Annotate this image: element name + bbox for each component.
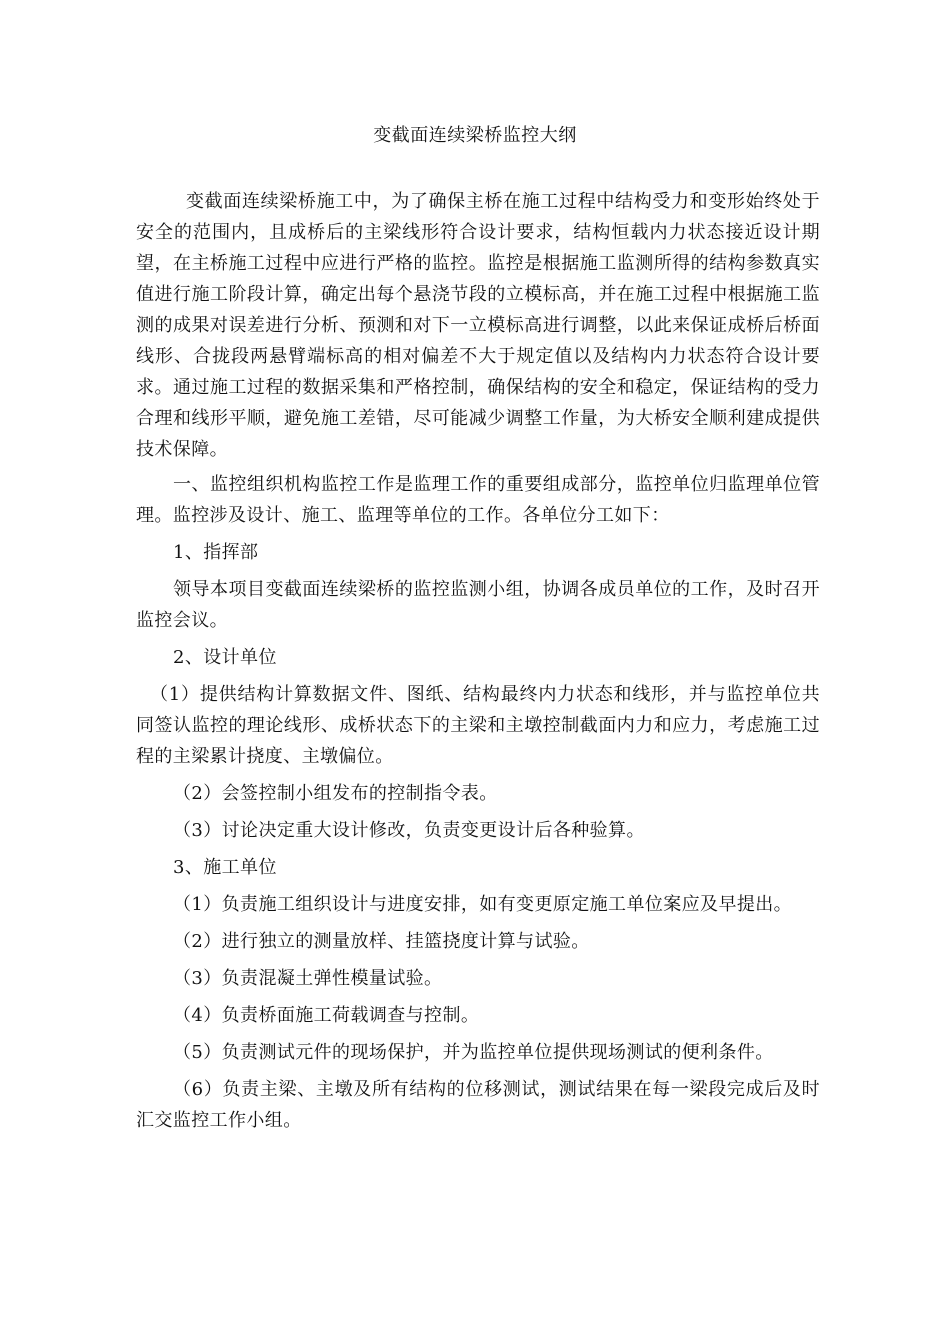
design-item-2: （2）会签控制小组发布的控制指令表。	[173, 783, 498, 804]
construction-item-3: （3）负责混凝土弹性模量试验。	[173, 968, 443, 989]
subheading-construction-unit: 3、施工单位	[173, 857, 277, 878]
construction-item-2: （2）进行独立的测量放样、挂篮挠度计算与试验。	[173, 931, 590, 952]
construction-item-6: （6）负责主梁、主墩及所有结构的位移测试，测试结果在每一梁段完成后及时汇交监控工作小组。	[136, 1079, 820, 1131]
construction-item-4: （4）负责桥面施工荷载调查与控制。	[173, 1005, 480, 1026]
construction-item-5: （5）负责测试元件的现场保护，并为监控单位提供现场测试的便利条件。	[173, 1042, 774, 1063]
design-item-3: （3）讨论决定重大设计修改，负责变更设计后各种验算。	[173, 820, 645, 841]
document-body	[136, 186, 820, 1136]
design-item-1: （1）提供结构计算数据文件、图纸、结构最终内力状态和线形，并与监控单位共同签认监控的理论线形、成桥状态下的主梁和主墩控制截面内力和应力，考虑施工过程的主梁累计挠度、主墩偏位。	[136, 684, 820, 767]
paragraph-command-duty: 领导本项目变截面连续梁桥的监控监测小组，协调各成员单位的工作，及时召开监控会议。	[136, 579, 820, 631]
subheading-design-unit: 2、设计单位	[173, 647, 277, 668]
subheading-command: 1、指挥部	[173, 542, 259, 563]
document-title: 变截面连续梁桥监控大纲	[373, 125, 577, 146]
construction-item-1: （1）负责施工组织设计与进度安排，如有变更原定施工单位案应及早提出。	[173, 894, 793, 915]
section-heading-organization: 一、监控组织机构监控工作是监理工作的重要组成部分，监控单位归监理单位管理。监控涉及设计、施工、监理等单位的工作。各单位分工如下：	[136, 474, 820, 526]
intro-paragraph: 变截面连续梁桥施工中，为了确保主桥在施工过程中结构受力和变形始终处于安全的范围内，且成桥后的主梁线形符合设计要求，结构恒载内力状态接近设计期望，在主桥施工过程中应进行严格的监控。监控是根据施工监测所得的结构参数真实值进行施工阶段计算，确定出每个悬浇节段的立模标高，并在施工过程中根据施工监测的成果对误差进行分析、预测和对下一立模标高进行调整，以此来保证成桥后桥面线形、合拢段两悬臂端标高的相对偏差不大于规定值以及结构内力状态符合设计要求。通过施工过程的数据采集和严格控制，确保结构的安全和稳定，保证结构的受力合理和线形平顺，避免施工差错，尽可能减少调整工作量，为大桥安全顺利建成提供技术保障。	[136, 191, 820, 460]
